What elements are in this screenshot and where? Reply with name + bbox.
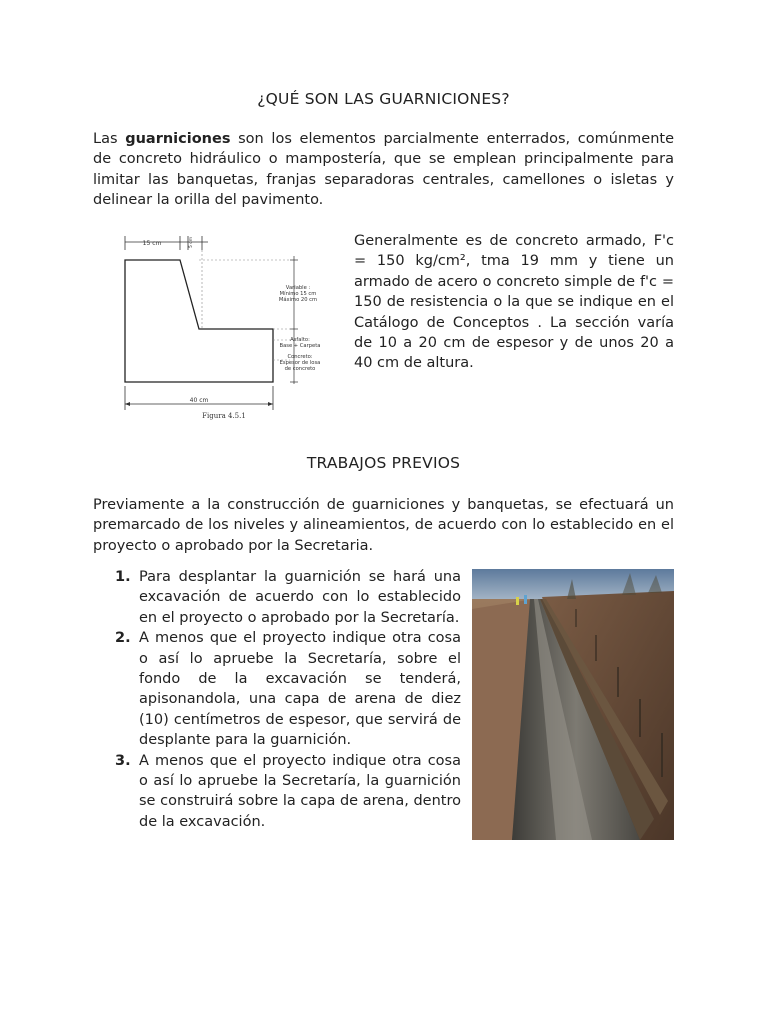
curb-construction-photo (472, 569, 674, 840)
dim-bottom-label: 40 cm (189, 397, 209, 404)
section-title-trabajos-previos: TRABAJOS PREVIOS (306, 454, 461, 472)
intro-rest-text: son los elementos parcialmente enterrados, comúnmente de concreto hidráulico o mampostería, que se emplean principalmente para limitar las banquetas, franjas separadoras centrales, camellones o isletas y delinear la orilla del pavimento. (93, 131, 674, 209)
intro-bold-term: guarniciones (125, 131, 231, 147)
concreto-label-1: Concreto: (287, 354, 313, 360)
intro-lead-text: Las (93, 131, 126, 147)
concreto-label-3: de concreto (284, 366, 316, 372)
step-text: A menos que el proyecto indique otra cosa o así lo apruebe la Secretaría, la guarnición se construirá sobre la capa de arena, dentro de la excavación. (139, 752, 461, 830)
variable-label-3: Máximo 20 cm (278, 297, 318, 303)
list-item (110, 751, 461, 833)
asfalto-label-1: Asfalto: (290, 337, 310, 343)
intro-paragraph (93, 129, 674, 211)
step-number: 1. (115, 569, 131, 585)
list-item (110, 628, 461, 750)
curb-cross-section-figure (110, 228, 336, 426)
dim-small-label: 5 cm (189, 236, 194, 248)
step-number: 2. (115, 630, 131, 647)
dim-top-label: 15 cm (142, 240, 162, 247)
list-item (110, 567, 461, 628)
asfalto-label-2: Base + Carpeta (279, 343, 321, 349)
step-number: 3. (115, 752, 131, 769)
concreto-label-2: Espesor de losa (279, 360, 321, 366)
previous-works-paragraph: Previamente a la construcción de guarniciones y banquetas, se efectuará un premarcado de los niveles y alineamientos, de acuerdo con lo establecido en el proyecto o aprobado por la Secretaria. (93, 497, 674, 554)
variable-label-2: Mínimo 15 cm (279, 291, 317, 297)
step-text: A menos que el proyecto indique otra cosa o así lo apruebe la Secretaría, sobre el fondo de la excavación se tenderá, apisonandola, una capa de arena de diez (10) centímetros de espesor, que servirá de desplante para la guarnición. (139, 630, 461, 749)
variable-label-1: Variable : (285, 285, 311, 291)
section-title-guarniciones: ¿QUÉ SON LAS GUARNICIONES? (257, 90, 510, 108)
figure-caption: Figura 4.5.1 (202, 412, 246, 420)
steps-list (110, 567, 461, 832)
concrete-spec-paragraph: Generalmente es de concreto armado, F'c = 150 kg/cm², tma 19 mm y tiene un armado de acero o concreto simple de f'c = 150 de resistencia o la que se indique en el Catálogo de Conceptos . La sección varía de 10 a 20 cm de espesor y de unos 20 a 40 cm de altura. (354, 233, 674, 372)
step-text: Para desplantar la guarnición se hará una excavación de acuerdo con lo establecido en el proyecto o aprobado por la Secretaría. (139, 569, 461, 626)
